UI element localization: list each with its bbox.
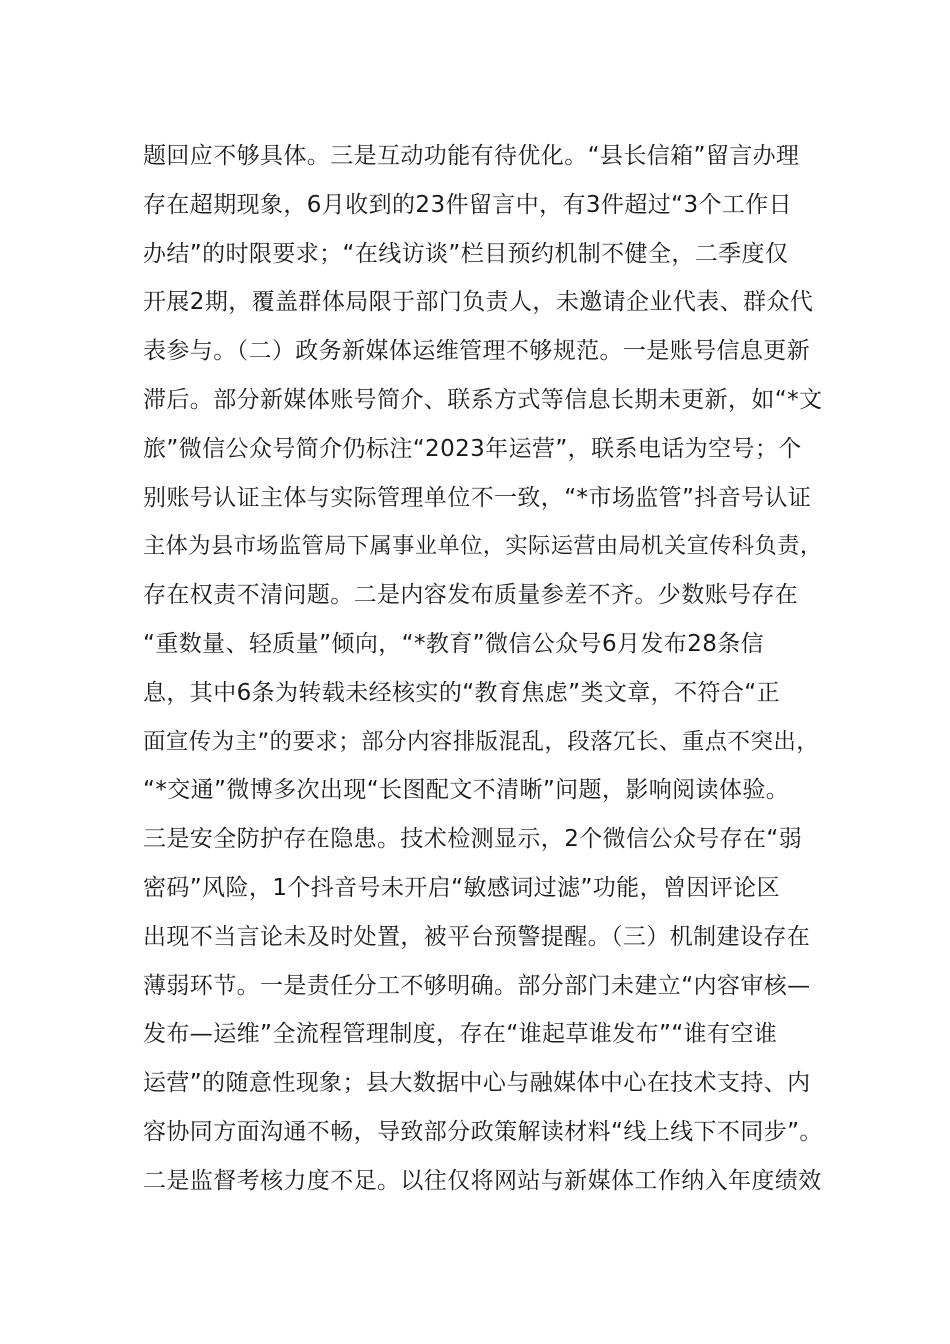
text-line: 密码”风险，1个抖音号未开启“敏感词过滤”功能，曾因评论区 (143, 874, 780, 901)
text-line: 容协同方面沟通不畅，导致部分政策解读材料“线上线下不同步”。 (143, 1118, 823, 1145)
text-line: 表参与。（二）政务新媒体运维管理不够规范。一是账号信息更新 (143, 338, 811, 365)
text-line: 滞后。部分新媒体账号简介、联系方式等信息长期未更新，如“*文 (143, 386, 823, 413)
text-line: 发布—运维”全流程管理制度，存在“谁起草谁发布”“谁有空谁 (143, 1021, 778, 1048)
text-line: 题回应不够具体。三是互动功能有待优化。“县长信箱”留言办理 (143, 143, 800, 169)
text-line: 旅”微信公众号简介仍标注“2023年运营”，联系电话为空号；个 (143, 435, 802, 462)
text-line: 办结”的时限要求；“在线访谈”栏目预约机制不健全，二季度仅 (143, 240, 789, 267)
text-line: 三是安全防护存在隐患。技术检测显示，2个微信公众号存在“弱 (143, 826, 803, 853)
text-line: 运营”的随意性现象；县大数据中心与融媒体中心在技术支持、内 (143, 1070, 811, 1097)
body-paragraph (143, 132, 823, 1206)
text-line: 存在权责不清问题。二是内容发布质量参差不齐。少数账号存在 (143, 582, 799, 609)
text-line: 存在超期现象，6月收到的23件留言中，有3件超过“3个工作日 (143, 191, 793, 218)
text-line: 面宣传为主”的要求；部分内容排版混乱，段落冗长、重点不突出， (143, 728, 820, 755)
text-line: “*交通”微博多次出现“长图配文不清晰”问题，影响阅读体验。 (143, 777, 790, 804)
text-line: “重数量、轻质量”倾向，“*教育”微信公众号6月发布28条信 (143, 630, 765, 657)
text-line: 主体为县市场监管局下属事业单位，实际运营由局机关宣传科负责， (143, 533, 823, 560)
text-line: 出现不当言论未及时处置，被平台预警提醒。（三）机制建设存在 (143, 923, 811, 950)
text-line: 息，其中6条为转载未经核实的“教育焦虑”类文章，不符合“正 (143, 679, 780, 706)
text-line: 别账号认证主体与实际管理单位不一致，“*市场监管”抖音号认证 (143, 484, 812, 511)
text-line: 二是监督考核力度不足。以往仅将网站与新媒体工作纳入年度绩效 (143, 1167, 822, 1194)
text-line: 开展2期，覆盖群体局限于部门负责人，未邀请企业代表、群众代 (143, 289, 814, 316)
text-line: 薄弱环节。一是责任分工不够明确。部分部门未建立“内容审核— (143, 972, 811, 999)
